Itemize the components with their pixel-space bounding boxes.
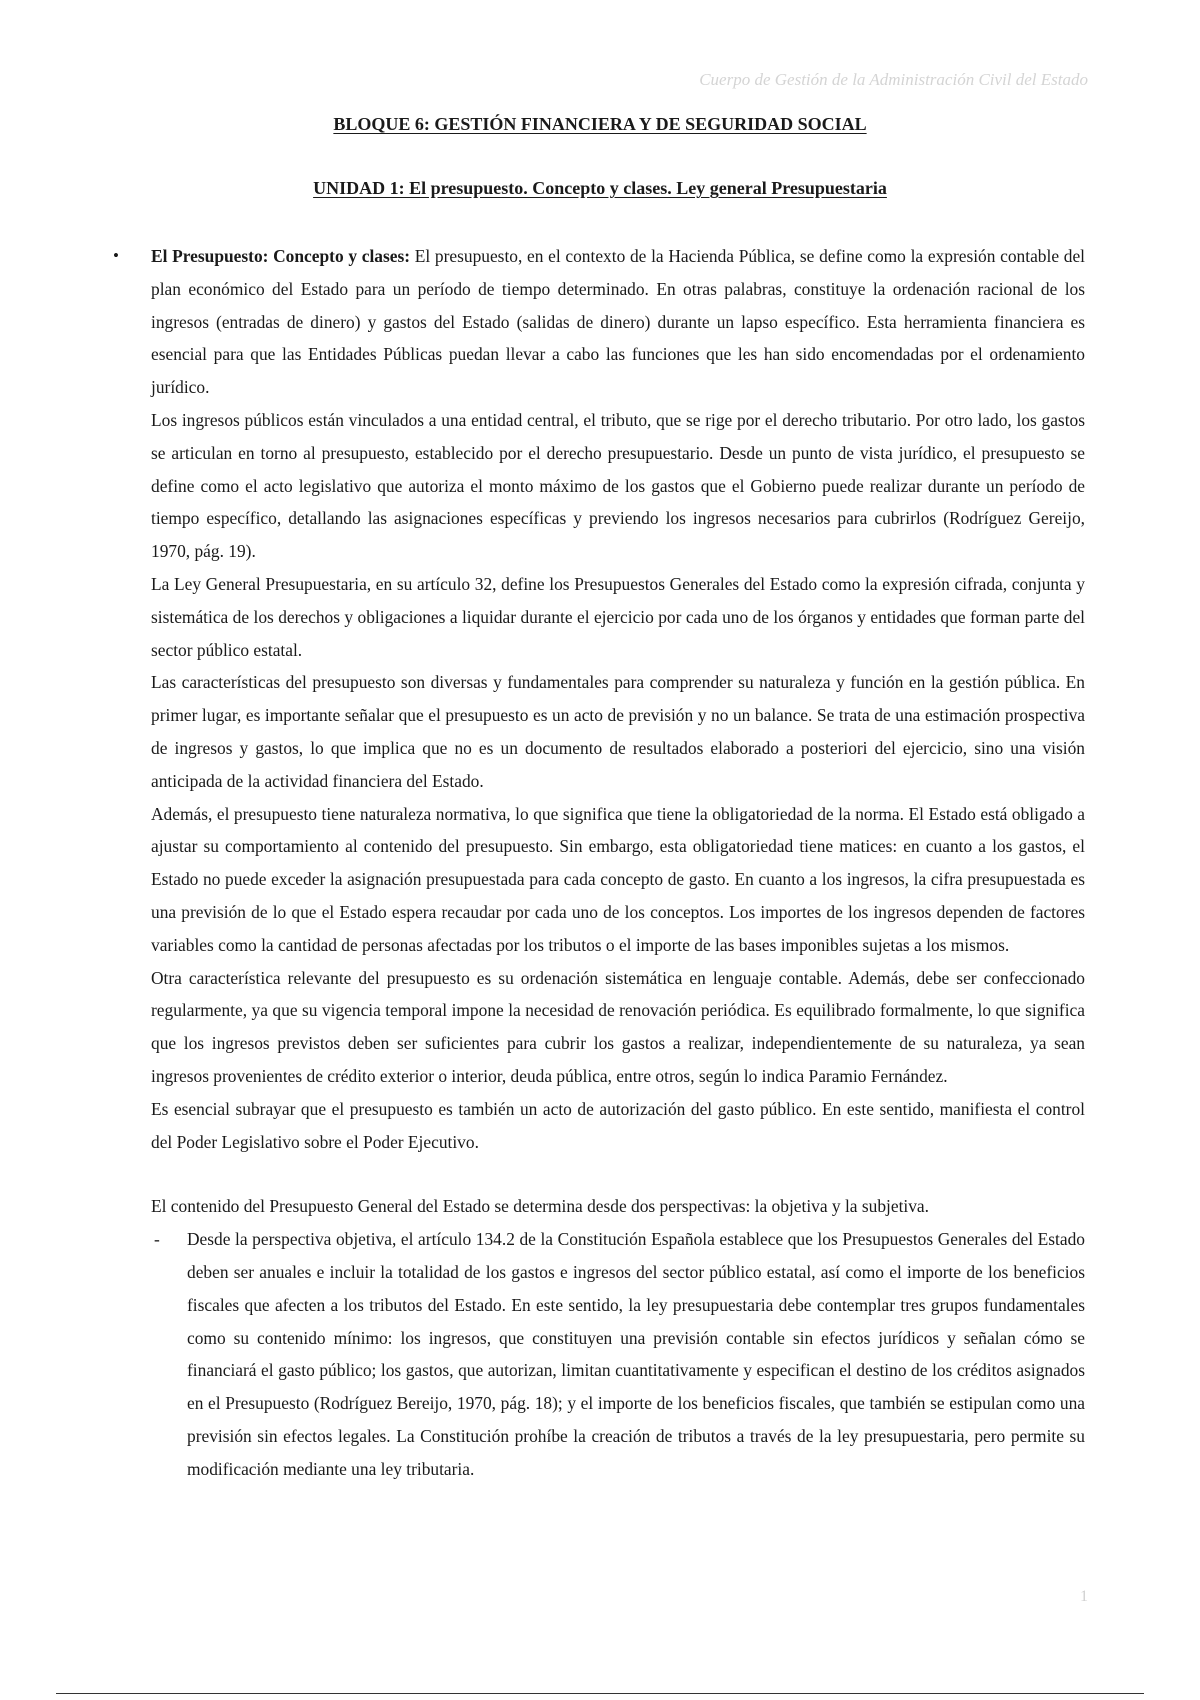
paragraph-ingresos: Los ingresos públicos están vinculados a una entidad central, el tributo, que se rige por el derecho tributario. Por otro lado, los gastos se articulan en torno al presupuesto, establecido por el derecho presupuestario. Desde un punto de vista jurídico, el presupuesto se define como el acto legislativo que autoriza el monto máximo de los gastos que el Gobierno puede realizar durante un período de tiempo específico, detallando las asignaciones específicas y previendo los ingresos necesarios para cubrirlos (Rodríguez Gereijo, 1970, pág. 19). [151,409,1085,562]
paragraph-naturaleza-normativa: Además, el presupuesto tiene naturaleza normativa, lo que significa que tiene la obligatoriedad de la norma. El Estado está obligado a ajustar su comportamiento al contenido del presupuesto. Sin embargo, esta obligatoriedad tiene matices: en cuanto a los gastos, el Estado no puede exceder la asignación presupuestada para cada concepto de gasto. En cuanto a los ingresos, la cifra presupuestada es una previsión de lo que el Estado espera recaudar por cada uno de los conceptos. Los importes de los ingresos dependen de factores variables como la cantidad de personas afectadas por los tributos o el importe de las bases imponibles sujetas a los mismos. [151,803,1085,955]
page-number: 1 [1080,1588,1088,1605]
paragraph-ordenacion: Otra característica relevante del presupuesto es su ordenación sistemática en lenguaje contable. Además, debe ser confeccionado regularmente, ya que su vigencia temporal impone la necesidad de renovación periódica. Es equilibrado formalmente, lo que significa que los ingresos previstos deben ser suficientes para cubrir los gastos a realizar, independientemente de su naturaleza, ya sean ingresos provenientes de crédito exterior o interior, deuda pública, entre otros, según lo indica Paramio Fernández. [151,967,1085,1086]
bloque-title: BLOQUE 6: GESTIÓN FINANCIERA Y DE SEGURIDAD SOCIAL [333,114,867,134]
paragraph-autorizacion: Es esencial subrayar que el presupuesto es también un acto de autorización del gasto público. En este sentido, manifiesta el control del Poder Legislativo sobre el Poder Ejecutivo. [151,1098,1085,1152]
section-heading: El Presupuesto: Concepto y clases: [151,246,411,266]
paragraph-text: El presupuesto, en el contexto de la Hacienda Pública, se define como la expresión contable del plan económico del Estado para un período de tiempo determinado. En otras palabras, constituye la ordenación racional de los ingresos (entradas de dinero) y gastos del Estado (salidas de dinero) durante un lapso específico. Esta herramienta financiera es esencial para que las Entidades Públicas puedan llevar a cabo las funciones que les han sido encomendadas por el ordenamiento jurídico. [151,246,1085,398]
running-header: Cuerpo de Gestión de la Administración Civil del Estado [699,70,1088,89]
paragraph-perspectivas: El contenido del Presupuesto General del Estado se determina desde dos perspectivas: la objetiva y la subjetiva. [151,1196,930,1217]
paragraph-spacer [151,1158,1085,1190]
unidad-title: UNIDAD 1: El presupuesto. Concepto y clases. Ley general Presupuestaria [313,178,887,198]
paragraph-concept [113,240,1085,404]
list-item-text: Desde la perspectiva objetiva, el artículo 134.2 de la Constitución Española establece que los Presupuestos Generales del Estado deben ser anuales e incluir la totalidad de los gastos e ingresos del sector público estatal, así como el importe de los beneficios fiscales que afecten a los tributos del Estado. En este sentido, la ley presupuestaria debe contemplar tres grupos fundamentales como su contenido mínimo: los ingresos, que constituyen una previsión contable sin efectos jurídicos y señalan cómo se financiará el gasto público; los gastos, que autorizan, limitan cuantitativamente y especifican el destino de los créditos asignados en el Presupuesto (Rodríguez Bereijo, 1970, pág. 18); y el importe de los beneficios fiscales, que también se estipulan como una previsión sin efectos legales. La Constitución prohíbe la creación de tributos a través de la ley presupuestaria, pero permite su modificación mediante una ley tributaria. [187,1229,1085,1479]
paragraph-ley-general: La Ley General Presupuestaria, en su artículo 32, define los Presupuestos Generales del Estado como la expresión cifrada, conjunta y sistemática de los derechos y obligaciones a liquidar durante el ejercicio por cada uno de los órganos y entidades que forman parte del sector público estatal. [151,573,1085,660]
list-item-objetiva [151,1223,1085,1485]
dash-icon: - [154,1229,160,1250]
footer-divider [56,1693,1144,1694]
bullet-icon: • [113,246,119,265]
paragraph-caracteristicas: Las características del presupuesto son diversas y fundamentales para comprender su naturaleza y función en la gestión pública. En primer lugar, es importante señalar que el presupuesto es un acto de previsión y no un balance. Se trata de una estimación prospectiva de ingresos y gastos, lo que implica que no es un documento de resultados elaborado a posteriori del ejercicio, sino una visión anticipada de la actividad financiera del Estado. [151,672,1085,791]
document-body [113,240,1085,1485]
